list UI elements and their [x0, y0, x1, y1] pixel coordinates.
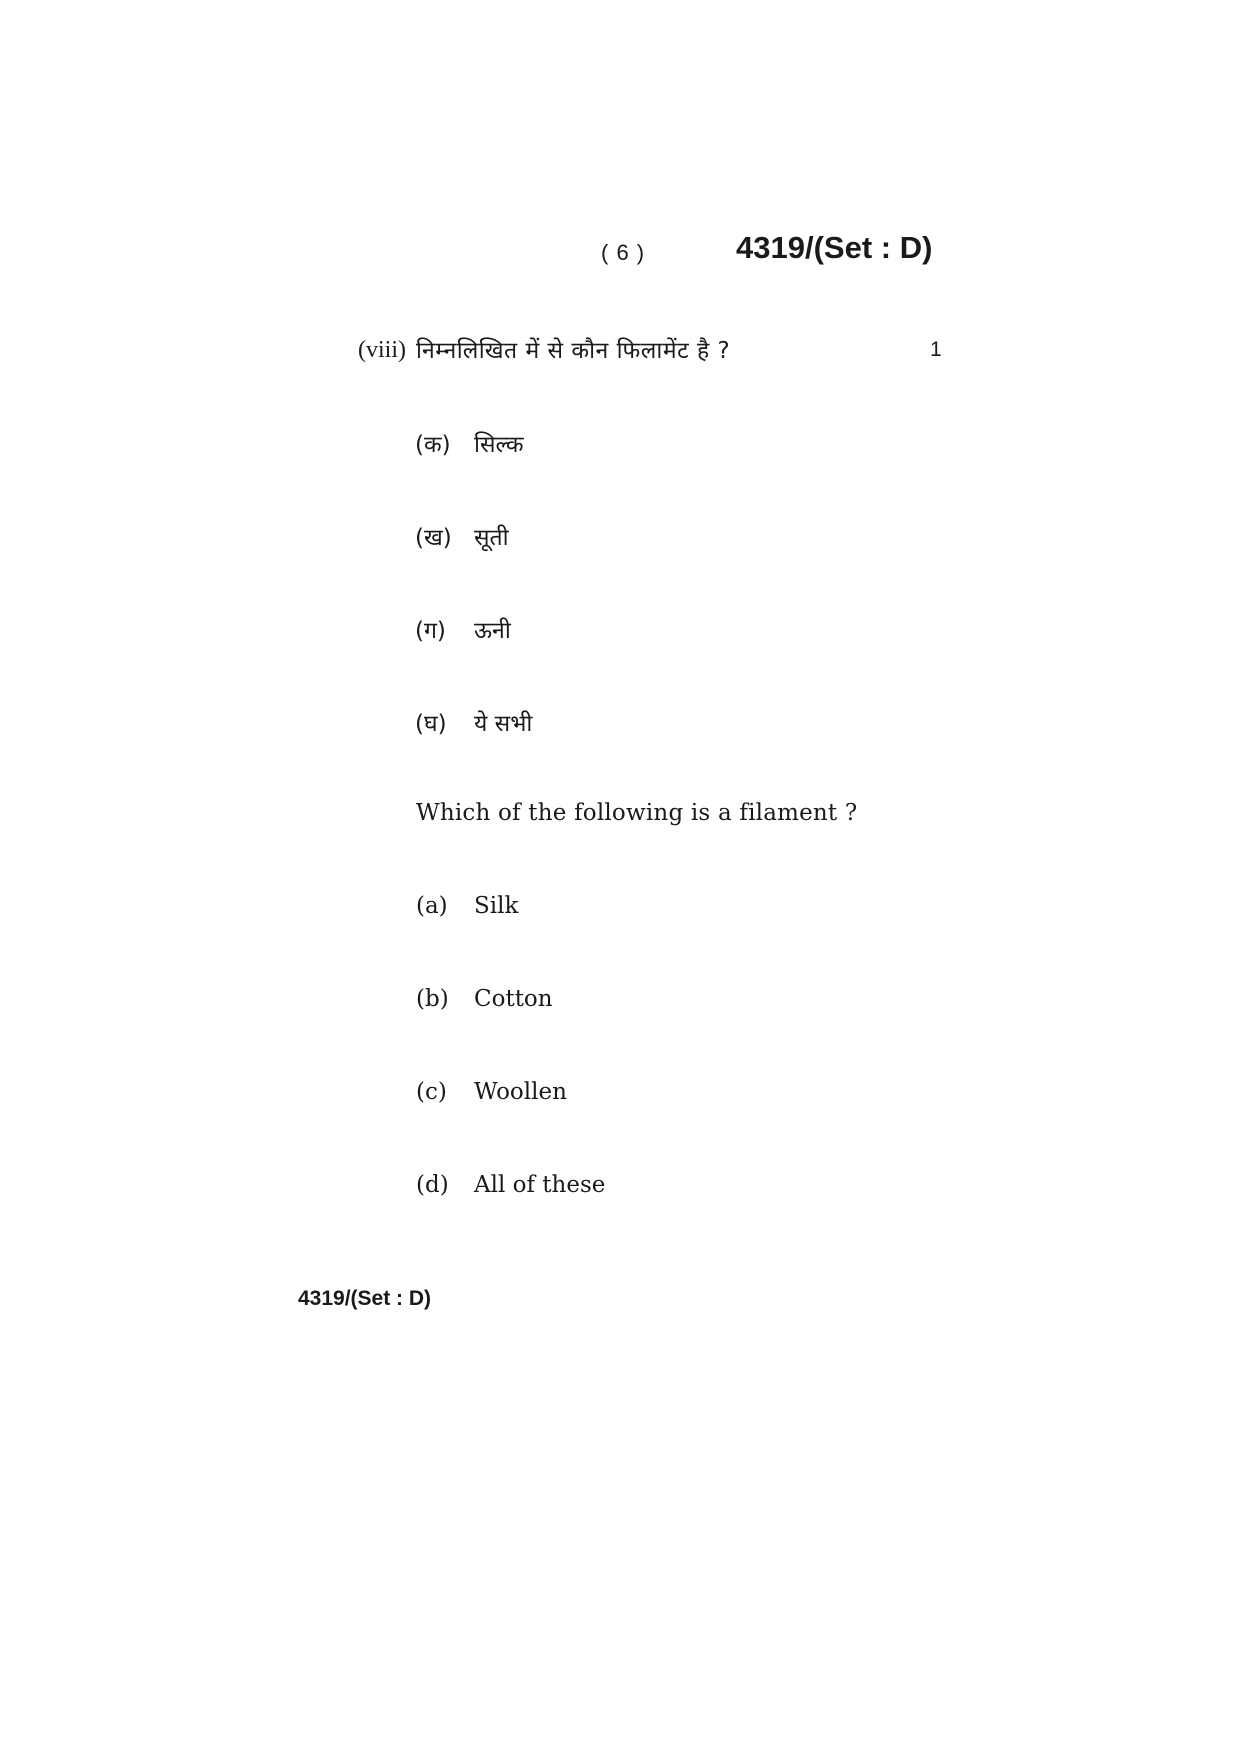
hindi-option-label: (ग)	[415, 618, 446, 644]
english-option-label: (d)	[416, 1172, 449, 1198]
paper-code-footer: 4319/(Set : D)	[298, 1287, 432, 1310]
paper-code-header: 4319/(Set : D)	[736, 230, 933, 265]
hindi-option-text: सूती	[474, 525, 509, 551]
hindi-option-label: (घ)	[415, 711, 447, 737]
hindi-option-label: (ख)	[415, 525, 452, 551]
question-number: (viii)	[358, 337, 406, 363]
page-number: ( 6 )	[601, 240, 646, 265]
english-option-text: All of these	[474, 1172, 606, 1198]
english-option-label: (c)	[416, 1079, 447, 1105]
question-marks: 1	[930, 338, 942, 361]
english-option-label: (a)	[416, 893, 448, 919]
question-text-hindi: निम्नलिखित में से कौन फिलामेंट है ?	[416, 338, 731, 364]
english-option-text: Silk	[474, 893, 519, 919]
english-option-text: Woollen	[474, 1079, 567, 1105]
english-option-label: (b)	[416, 986, 449, 1012]
hindi-option-label: (क)	[415, 432, 451, 458]
hindi-option-text: ऊनी	[474, 618, 511, 644]
question-text-english: Which of the following is a filament ?	[416, 800, 858, 826]
english-option-text: Cotton	[474, 986, 553, 1012]
hindi-option-text: ये सभी	[474, 711, 533, 737]
hindi-option-text: सिल्क	[474, 432, 524, 458]
